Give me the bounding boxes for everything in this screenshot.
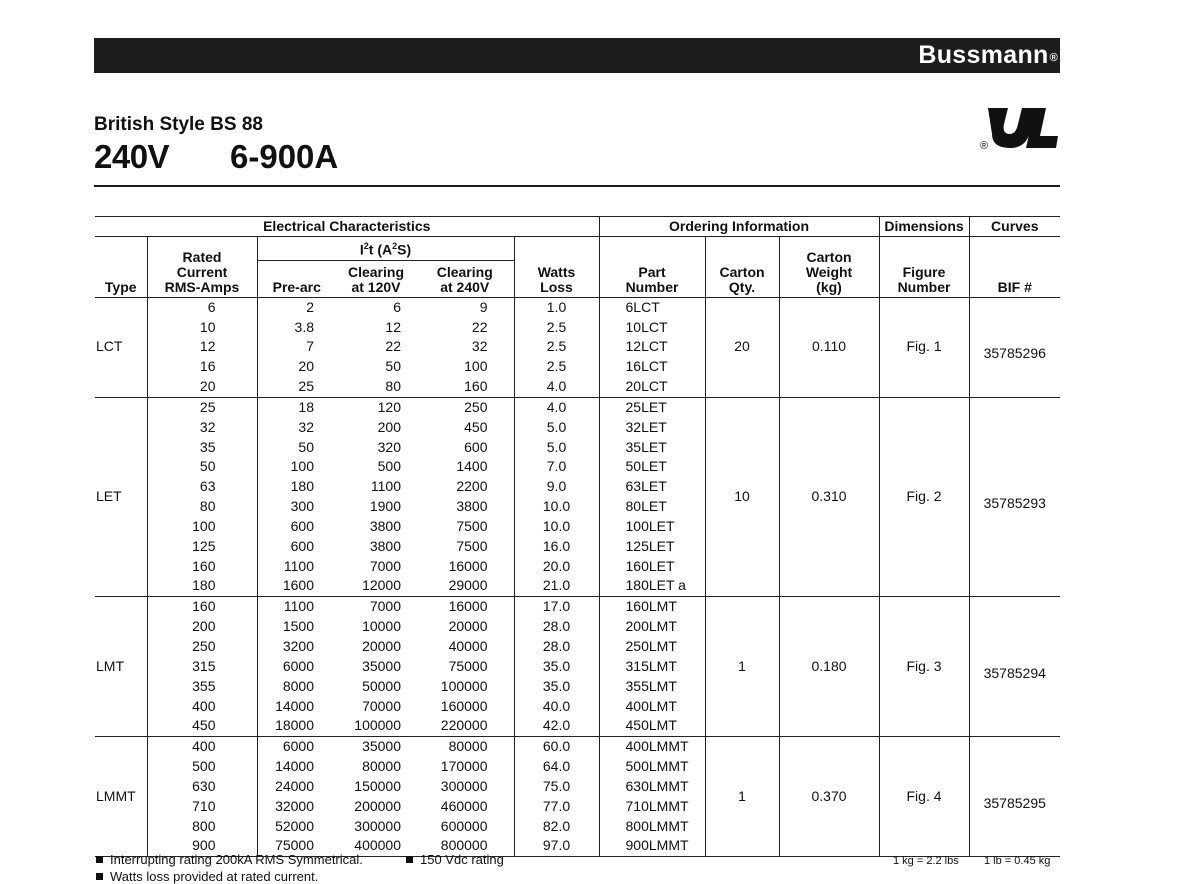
part-number-cell: 400LMMT xyxy=(599,737,705,757)
pre-arc-cell: 6000 xyxy=(257,657,336,677)
pre-arc-cell: 14000 xyxy=(257,697,336,717)
pre-arc-cell: 75000 xyxy=(257,836,336,856)
pre-arc-cell: 100 xyxy=(257,457,336,477)
type-cell: LMT xyxy=(95,597,147,737)
carton-qty-cell: 20 xyxy=(705,297,779,397)
pre-arc-cell: 50 xyxy=(257,438,336,458)
carton-weight-cell: 0.370 xyxy=(779,737,879,857)
clearing-120v-cell: 120 xyxy=(377,398,401,415)
clearing-120v-cell: 50 xyxy=(385,358,401,375)
amperage-range: 6-900A xyxy=(230,138,339,175)
clearing-120v-cell: 6 xyxy=(393,298,401,315)
type-cell: LMMT xyxy=(95,737,147,857)
rated-current-cell: 35 xyxy=(147,438,257,458)
watts-loss-cell: 21.0 xyxy=(514,576,599,596)
clearing-240v-cell: 22 xyxy=(471,318,488,335)
pre-arc-cell: 1500 xyxy=(257,617,336,637)
rated-current-cell: 450 xyxy=(147,716,257,736)
part-number-cell: 355LMT xyxy=(599,677,705,697)
part-number-cell: 80LET xyxy=(599,497,705,517)
note-vdc: 150 Vdc rating xyxy=(406,852,504,867)
watts-loss-cell: 7.0 xyxy=(514,457,599,477)
clearing-240v-cell: 7500 xyxy=(456,517,488,534)
pre-arc-cell: 600 xyxy=(257,537,336,557)
part-number-cell: 25LET xyxy=(599,397,705,417)
part-number-cell: 250LMT xyxy=(599,637,705,657)
note-interrupting: Interrupting rating 200kA RMS Symmetrical. xyxy=(96,852,363,867)
watts-loss-cell: 35.0 xyxy=(514,677,599,697)
rated-current-cell: 200 xyxy=(147,617,257,637)
clearing-120v-cell: 3800 xyxy=(369,537,401,554)
pre-arc-cell: 1600 xyxy=(257,576,336,596)
watts-loss-cell: 5.0 xyxy=(514,438,599,458)
pre-arc-cell: 1100 xyxy=(257,597,336,617)
pre-arc-cell: 32 xyxy=(257,418,336,438)
clearing-240v-cell: 220000 xyxy=(416,716,514,736)
note-watts: Watts loss provided at rated current. xyxy=(96,869,318,884)
col-header-type: Type xyxy=(95,237,147,298)
part-number-cell: 125LET xyxy=(599,537,705,557)
rated-current-cell: 250 xyxy=(147,637,257,657)
col-header-i2t: $I^2t$ $(A^2S)$ xyxy=(257,237,514,261)
clearing-240v-cell: 9 xyxy=(479,298,488,315)
carton-weight-cell: 0.180 xyxy=(779,597,879,737)
rated-current-cell: 900 xyxy=(147,836,257,856)
part-number-cell: 400LMT xyxy=(599,697,705,717)
clearing-120v-cell: 200 xyxy=(377,418,401,435)
part-number-cell: 10LCT xyxy=(599,318,705,338)
col-header-clearing-120v: Clearing at 120V xyxy=(336,260,416,297)
part-number-cell: 450LMT xyxy=(599,716,705,736)
pre-arc-cell: 18000 xyxy=(257,716,336,736)
col-header-carton-qty: Carton Qty. xyxy=(705,237,779,298)
figure-number-cell: Fig. 1 xyxy=(879,297,969,397)
table-row xyxy=(95,597,1060,617)
part-number-cell: 180LET a xyxy=(599,576,705,596)
part-number-cell: 100LET xyxy=(599,517,705,537)
type-cell: LCT xyxy=(95,297,147,397)
pre-arc-cell: 1100 xyxy=(257,557,336,577)
carton-qty-cell: 1 xyxy=(705,737,779,857)
rated-current-cell: 63 xyxy=(147,477,257,497)
watts-loss-cell: 64.0 xyxy=(514,757,599,777)
col-header-pre-arc: Pre-arc xyxy=(257,260,336,297)
part-number-cell: 50LET xyxy=(599,457,705,477)
clearing-240v-cell: 100000 xyxy=(440,677,488,694)
col-header-clearing-240v: Clearing at 240V xyxy=(416,260,514,297)
clearing-120v-cell: 70000 xyxy=(362,697,401,714)
pre-arc-cell: 20 xyxy=(257,357,336,377)
rated-current-cell: 315 xyxy=(147,657,257,677)
clearing-120v-cell: 1900 xyxy=(369,498,401,515)
watts-loss-cell: 97.0 xyxy=(514,836,599,856)
pre-arc-cell: 32000 xyxy=(257,797,336,817)
part-number-cell: 900LMMT xyxy=(599,836,705,856)
carton-qty-cell: 10 xyxy=(705,397,779,596)
part-number-cell: 500LMMT xyxy=(599,757,705,777)
rated-current-cell: 25 xyxy=(147,397,257,417)
clearing-120v-cell: 150000 xyxy=(354,777,401,794)
watts-loss-cell: 77.0 xyxy=(514,797,599,817)
rated-current-cell: 630 xyxy=(147,777,257,797)
watts-loss-cell: 20.0 xyxy=(514,557,599,577)
watts-loss-cell: 10.0 xyxy=(514,497,599,517)
rated-current-cell: 800 xyxy=(147,817,257,837)
type-cell: LET xyxy=(95,397,147,596)
clearing-120v-cell: 12000 xyxy=(336,576,416,596)
clearing-240v-cell: 1400 xyxy=(456,458,488,475)
ul-registered-mark: ® xyxy=(980,140,989,152)
ul-recognized-icon xyxy=(986,104,1060,152)
col-header-figure-number: Figure Number xyxy=(879,237,969,298)
group-header-ordering: Ordering Information xyxy=(599,217,879,237)
figure-number-cell: Fig. 4 xyxy=(879,737,969,857)
title-divider xyxy=(94,185,1060,187)
clearing-240v-cell: 16000 xyxy=(448,557,488,574)
rated-current-cell: 32 xyxy=(147,418,257,438)
clearing-120v-cell: 1100 xyxy=(370,478,401,495)
part-number-cell: 800LMMT xyxy=(599,817,705,837)
watts-loss-cell: 60.0 xyxy=(514,737,599,757)
clearing-120v-cell: 10000 xyxy=(362,618,401,635)
rated-current-cell: 500 xyxy=(147,757,257,777)
watts-loss-cell: 2.5 xyxy=(514,357,599,377)
part-number-cell: 710LMMT xyxy=(599,797,705,817)
watts-loss-cell: 40.0 xyxy=(514,697,599,717)
part-number-cell: 6LCT xyxy=(599,297,705,317)
rated-current-cell: 160 xyxy=(147,597,257,617)
brand-name xyxy=(918,41,1058,70)
clearing-120v-cell: 7000 xyxy=(369,557,401,574)
pre-arc-cell: 3.8 xyxy=(257,318,336,338)
col-header-carton-weight: Carton Weight (kg) xyxy=(779,237,879,298)
clearing-240v-cell: 2200 xyxy=(456,478,488,495)
watts-loss-cell: 4.0 xyxy=(514,397,599,417)
watts-loss-cell: 1.0 xyxy=(514,297,599,317)
rated-current-cell: 80 xyxy=(147,497,257,517)
clearing-120v-cell: 50000 xyxy=(362,677,401,694)
clearing-240v-cell: 16000 xyxy=(448,598,488,615)
clearing-240v-cell: 250 xyxy=(464,398,488,415)
watts-loss-cell: 9.0 xyxy=(514,477,599,497)
col-header-rated-current: Rated Current RMS-Amps xyxy=(147,237,257,298)
watts-loss-cell: 28.0 xyxy=(514,617,599,637)
figure-number-cell: Fig. 3 xyxy=(879,597,969,737)
bullet-square-icon xyxy=(406,856,413,863)
clearing-240v-cell: 3800 xyxy=(456,498,488,515)
bullet-square-icon xyxy=(96,856,103,863)
part-number-cell: 35LET xyxy=(599,438,705,458)
watts-loss-cell: 42.0 xyxy=(514,716,599,736)
clearing-120v-cell: 80 xyxy=(336,377,416,397)
watts-loss-cell: 17.0 xyxy=(514,597,599,617)
bif-number-cell: 35785294 xyxy=(969,597,1060,737)
pre-arc-cell: 300 xyxy=(257,497,336,517)
rated-current-cell: 50 xyxy=(147,457,257,477)
conversion-kg: 1 kg = 2.2 lbs xyxy=(893,855,959,867)
clearing-240v-cell: 600000 xyxy=(440,817,488,834)
watts-loss-cell: 4.0 xyxy=(514,377,599,397)
registered-mark: ® xyxy=(1049,52,1058,64)
col-header-part-number: Part Number xyxy=(599,237,705,298)
clearing-240v-cell: 40000 xyxy=(448,638,488,654)
col-header-bif: BIF # xyxy=(969,237,1060,298)
clearing-120v-cell: 3800 xyxy=(369,517,401,534)
clearing-240v-cell: 29000 xyxy=(416,576,514,596)
clearing-120v-cell: 22 xyxy=(385,338,401,355)
carton-weight-cell: 0.110 xyxy=(779,297,879,397)
clearing-240v-cell: 80000 xyxy=(448,738,488,755)
part-number-cell: 16LCT xyxy=(599,357,705,377)
watts-loss-cell: 82.0 xyxy=(514,817,599,837)
table-row xyxy=(95,297,1060,317)
pre-arc-cell: 52000 xyxy=(257,817,336,837)
clearing-240v-cell: 300000 xyxy=(440,777,488,794)
rated-current-cell: 180 xyxy=(147,576,257,596)
rated-current-cell: 6 xyxy=(147,297,257,317)
pre-arc-cell: 25 xyxy=(257,377,336,397)
rated-current-cell: 16 xyxy=(147,357,257,377)
watts-loss-cell: 2.5 xyxy=(514,318,599,338)
clearing-240v-cell: 75000 xyxy=(448,657,488,674)
clearing-120v-cell: 20000 xyxy=(362,638,401,654)
pre-arc-cell: 3200 xyxy=(257,637,336,657)
fuse-specification-table xyxy=(95,216,1060,857)
group-header-curves: Curves xyxy=(969,217,1060,237)
table-row xyxy=(95,737,1060,757)
watts-loss-cell: 5.0 xyxy=(514,418,599,438)
clearing-120v-cell: 300000 xyxy=(354,817,401,834)
watts-loss-cell: 10.0 xyxy=(514,517,599,537)
rated-current-cell: 20 xyxy=(147,377,257,397)
table-row xyxy=(95,397,1060,417)
conversion-lb: 1 lb = 0.45 kg xyxy=(984,855,1051,867)
part-number-cell: 200LMT xyxy=(599,617,705,637)
pre-arc-cell: 180 xyxy=(257,477,336,497)
voltage-rating: 240V xyxy=(94,138,170,175)
part-number-cell: 32LET xyxy=(599,418,705,438)
clearing-120v-cell: 80000 xyxy=(362,758,401,775)
pre-arc-cell: 24000 xyxy=(257,777,336,797)
clearing-240v-cell: 600 xyxy=(464,438,488,455)
brand-header-bar xyxy=(94,38,1060,73)
watts-loss-cell: 16.0 xyxy=(514,537,599,557)
clearing-240v-cell: 450 xyxy=(464,418,488,435)
carton-qty-cell: 1 xyxy=(705,597,779,737)
clearing-120v-cell: 35000 xyxy=(362,657,401,674)
clearing-120v-cell: 200000 xyxy=(354,797,401,814)
clearing-120v-cell: 12 xyxy=(385,318,401,335)
watts-loss-cell: 2.5 xyxy=(514,337,599,357)
part-number-cell: 12LCT xyxy=(599,337,705,357)
clearing-240v-cell: 160000 xyxy=(440,697,488,714)
part-number-cell: 160LET xyxy=(599,557,705,577)
rated-current-cell: 710 xyxy=(147,797,257,817)
carton-weight-cell: 0.310 xyxy=(779,397,879,596)
rated-current-cell: 400 xyxy=(147,737,257,757)
rated-current-cell: 100 xyxy=(147,517,257,537)
product-subtitle: British Style BS 88 xyxy=(94,114,263,135)
clearing-240v-cell: 100 xyxy=(464,358,488,375)
part-number-cell: 20LCT xyxy=(599,377,705,397)
rated-current-cell: 160 xyxy=(147,557,257,577)
pre-arc-cell: 6000 xyxy=(257,737,336,757)
clearing-120v-cell: 500 xyxy=(377,458,401,475)
clearing-120v-cell: 320 xyxy=(377,438,401,455)
watts-loss-cell: 75.0 xyxy=(514,777,599,797)
pre-arc-cell: 14000 xyxy=(257,757,336,777)
clearing-240v-cell: 32 xyxy=(471,338,488,355)
pre-arc-cell: 7 xyxy=(257,337,336,357)
rated-current-cell: 10 xyxy=(147,318,257,338)
clearing-120v-cell: 400000 xyxy=(336,836,416,856)
rated-current-cell: 125 xyxy=(147,537,257,557)
rated-current-cell: 12 xyxy=(147,337,257,357)
table-body xyxy=(95,297,1060,857)
rated-current-cell: 400 xyxy=(147,697,257,717)
clearing-240v-cell: 20000 xyxy=(448,618,488,635)
pre-arc-cell: 8000 xyxy=(257,677,336,697)
brand-text: Bussmann xyxy=(918,41,1049,69)
clearing-120v-cell: 100000 xyxy=(336,716,416,736)
part-number-cell: 630LMMT xyxy=(599,777,705,797)
clearing-240v-cell: 7500 xyxy=(456,537,488,554)
part-number-cell: 63LET xyxy=(599,477,705,497)
figure-number-cell: Fig. 2 xyxy=(879,397,969,596)
clearing-240v-cell: 160 xyxy=(416,377,514,397)
clearing-120v-cell: 7000 xyxy=(369,598,401,615)
group-header-dimensions: Dimensions xyxy=(879,217,969,237)
watts-loss-cell: 28.0 xyxy=(514,637,599,657)
clearing-240v-cell: 460000 xyxy=(440,797,488,814)
clearing-120v-cell: 35000 xyxy=(362,738,401,755)
clearing-240v-cell: 170000 xyxy=(440,758,488,775)
part-number-cell: 315LMT xyxy=(599,657,705,677)
rated-current-cell: 355 xyxy=(147,677,257,697)
bif-number-cell: 35785296 xyxy=(969,297,1060,397)
part-number-cell: 160LMT xyxy=(599,597,705,617)
pre-arc-cell: 600 xyxy=(257,517,336,537)
clearing-240v-cell: 800000 xyxy=(416,836,514,856)
pre-arc-cell: 2 xyxy=(257,297,336,317)
pre-arc-cell: 18 xyxy=(257,397,336,417)
watts-loss-cell: 35.0 xyxy=(514,657,599,677)
group-header-electrical: Electrical Characteristics xyxy=(95,217,599,237)
bif-number-cell: 35785295 xyxy=(969,737,1060,857)
bif-number-cell: 35785293 xyxy=(969,397,1060,596)
col-header-watts-loss: Watts Loss xyxy=(514,237,599,298)
